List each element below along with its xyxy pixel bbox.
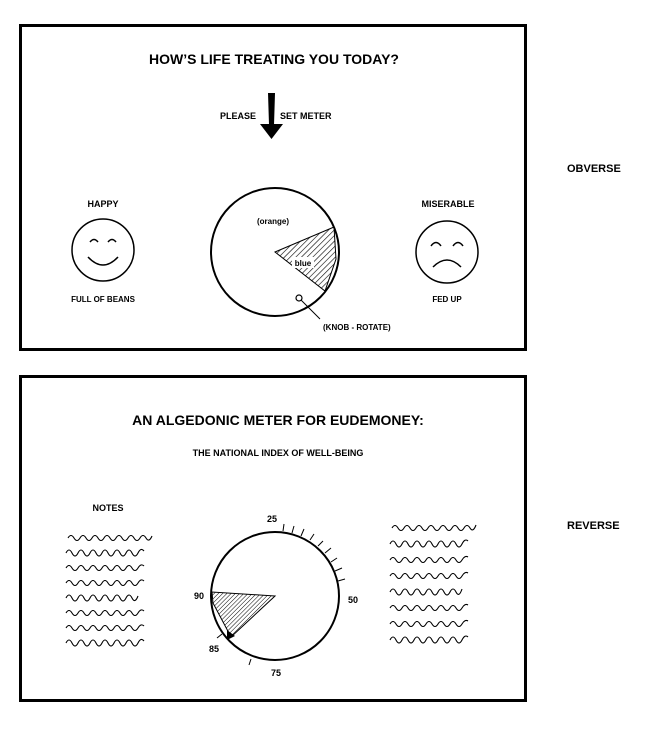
reverse-panel	[19, 375, 527, 702]
miserable-label: MISERABLE	[421, 199, 475, 209]
fed-up-label: FED UP	[432, 295, 462, 304]
notes-scribble-left	[66, 536, 152, 647]
scale-label-90: 90	[193, 591, 204, 601]
knob-label: (KNOB - ROTATE)	[323, 323, 391, 332]
reverse-drawing	[22, 378, 524, 699]
blue-label: blue	[294, 259, 312, 268]
obverse-title: HOW’S LIFE TREATING YOU TODAY?	[149, 51, 399, 67]
obverse-panel	[19, 24, 527, 351]
scale-label-85: 85	[208, 644, 220, 654]
reverse-meter-dial	[208, 524, 345, 665]
happy-face-icon	[72, 219, 134, 281]
reverse-title: AN ALGEDONIC METER FOR EUDEMONEY:	[132, 412, 424, 428]
scale-label-50: 50	[348, 595, 359, 605]
set-meter-label: SET METER	[280, 111, 332, 121]
scale-label-25: 25	[266, 514, 278, 524]
reverse-side-label: REVERSE	[567, 520, 620, 532]
full-of-beans-label: FULL OF BEANS	[71, 295, 135, 304]
notes-label: NOTES	[92, 503, 124, 513]
obverse-drawing	[22, 27, 524, 348]
notes-scribble-right	[390, 525, 476, 643]
please-label: PLEASE	[219, 111, 256, 121]
happy-label: HAPPY	[87, 199, 119, 209]
sad-face-icon	[416, 221, 478, 283]
reverse-subtitle: THE NATIONAL INDEX OF WELL-BEING	[192, 448, 364, 458]
scale-label-75: 75	[270, 668, 282, 678]
obverse-side-label: OBVERSE	[567, 163, 621, 175]
obverse-meter-dial[interactable]	[211, 188, 339, 316]
orange-label: (orange)	[257, 217, 289, 226]
